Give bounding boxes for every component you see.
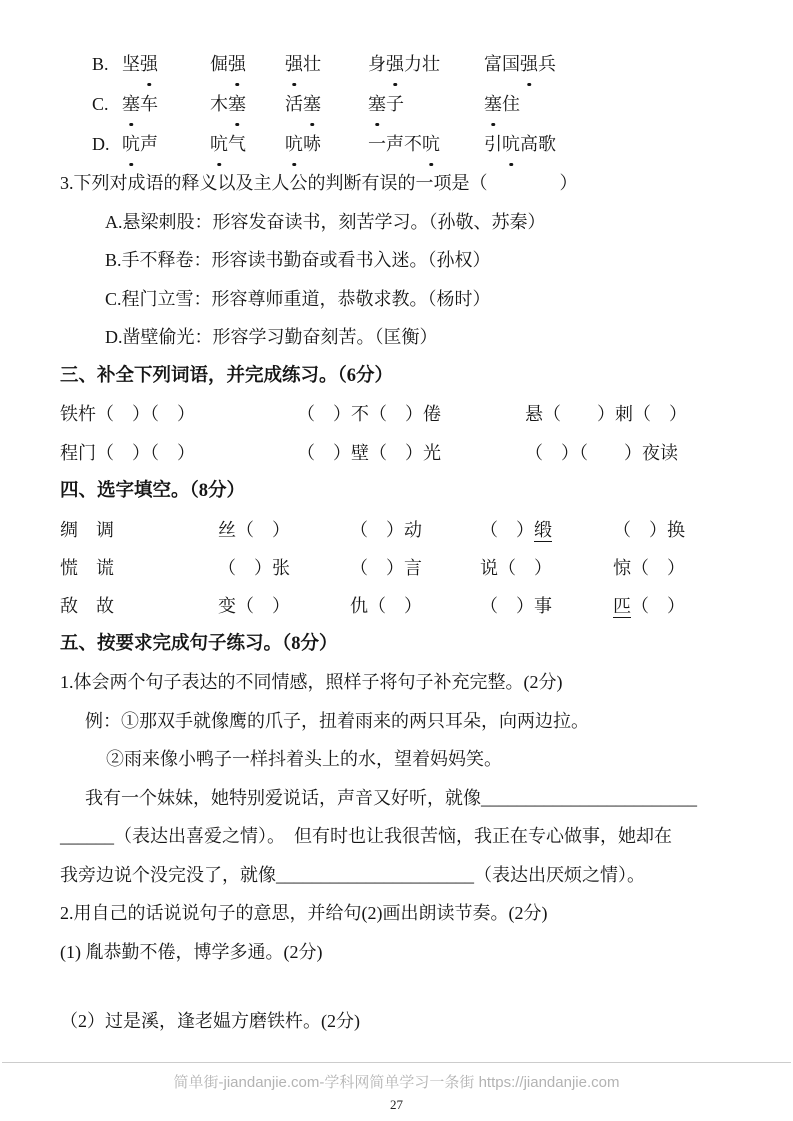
pinyin-word-row bbox=[92, 124, 737, 164]
pinyin-word-row bbox=[92, 84, 737, 124]
dotted-word: 一声不吭 bbox=[368, 124, 484, 164]
question3-option: C.程门立雪：形容尊师重道，恭敬求教。（杨时） bbox=[105, 288, 491, 309]
dotted-word: 倔强 bbox=[210, 44, 285, 84]
section4-title: 四、选字填空。（8分） bbox=[60, 481, 246, 501]
fill-item: 丝（ ） bbox=[218, 519, 290, 540]
section5-question2: 2.用自己的话说说句子的意思，并给句(2)画出朗读节奏。(2分) bbox=[60, 903, 548, 923]
choose-fill-row bbox=[60, 549, 737, 587]
dotted-word: 坚强 bbox=[122, 44, 210, 84]
page-footer bbox=[0, 1062, 793, 1113]
section3-title: 三、补全下列词语，并完成练习。（6分） bbox=[60, 365, 394, 386]
fill-item: 匹（ ） bbox=[613, 595, 685, 616]
question3-option: A.悬梁刺股：形容发奋读书，刻苦学习。（孙敬、苏秦） bbox=[105, 211, 546, 232]
footer-divider bbox=[2, 1062, 791, 1063]
dotted-word: 塞住 bbox=[484, 84, 737, 124]
dotted-word: 引吭高歌 bbox=[484, 124, 737, 164]
footer-site-text: 简单街-jiandanjie.com-学科网简单学习一条街 https://jiandanjie.com bbox=[173, 1074, 620, 1091]
dotted-word: 木塞 bbox=[210, 84, 285, 124]
fill-word-item: 悬（ ）刺（ ） bbox=[525, 404, 687, 424]
dotted-word: 吭气 bbox=[210, 124, 285, 164]
section5-fill-line3: 我旁边说个没完没了，就像______________________（表达出厌烦之情）。 bbox=[60, 864, 645, 885]
section3-line2 bbox=[60, 434, 737, 473]
section5-item2: （2）过是溪，逢老媪方磨铁杵。(2分) bbox=[60, 1011, 360, 1031]
dotted-word: 富国强兵 bbox=[484, 44, 737, 84]
question3-option: D.凿壁偷光：形容学习勤奋刻苦。（匡衡） bbox=[105, 327, 438, 347]
question3-option: B.手不释卷：形容读书勤奋或看书入迷。（孙权） bbox=[105, 250, 491, 270]
question3-options bbox=[105, 203, 737, 357]
dotted-word: 强壮 bbox=[285, 44, 368, 84]
candidate-characters: 慌 谎 bbox=[60, 557, 114, 578]
fill-word-item: （ ）不（ ）倦 bbox=[297, 404, 441, 424]
section5-question1: 1.体会两个句子表达的不同情感，照样子将句子补充完整。(2分) bbox=[60, 672, 563, 692]
dotted-word: 塞车 bbox=[122, 84, 210, 124]
fill-word-item: （ ）（ ）夜读 bbox=[525, 442, 678, 463]
section5-example1: 例：①那双手就像鹰的爪子，扭着雨来的两只耳朵，向两边拉。 bbox=[85, 710, 589, 731]
dotted-word: 吭声 bbox=[122, 124, 210, 164]
fill-item: （ ）动 bbox=[350, 519, 422, 540]
page-number: 27 bbox=[390, 1097, 403, 1112]
option-letter: B. bbox=[92, 54, 109, 74]
fill-item: （ ）张 bbox=[218, 557, 290, 578]
pinyin-word-row bbox=[92, 44, 737, 84]
choose-fill-row bbox=[60, 587, 737, 625]
section5-item1: (1) 胤恭勤不倦，博学多通。(2分) bbox=[60, 941, 323, 962]
section3-line1 bbox=[60, 395, 737, 434]
fill-word-item: 程门（ ）（ ） bbox=[60, 442, 195, 463]
fill-item: （ ）事 bbox=[480, 595, 552, 616]
fill-item: （ ）言 bbox=[350, 557, 422, 578]
fill-item: （ ）换 bbox=[613, 519, 685, 540]
question2-word-rows bbox=[60, 44, 737, 164]
section5-title: 五、按要求完成句子练习。（8分） bbox=[60, 633, 338, 654]
candidate-characters: 绸 调 bbox=[60, 519, 114, 540]
fill-item: 仇（ ） bbox=[350, 595, 422, 616]
dotted-word: 活塞 bbox=[285, 84, 368, 124]
question3-stem: 3.下列对成语的释义以及主人公的判断有误的一项是（ ） bbox=[60, 173, 578, 193]
dotted-word: 身强力壮 bbox=[368, 44, 484, 84]
fill-item: 变（ ） bbox=[218, 595, 290, 616]
fill-item: （ ）缎 bbox=[480, 519, 552, 540]
dotted-word: 吭哧 bbox=[285, 124, 368, 164]
fill-item: 说（ ） bbox=[480, 557, 552, 578]
section5-example2: ②雨来像小鸭子一样抖着头上的水，望着妈妈笑。 bbox=[106, 749, 502, 769]
section4-rows bbox=[60, 511, 737, 625]
section5-fill-line2: ______（表达出喜爱之情）。 但有时也让我很苦恼，我正在专心做事，她却在 bbox=[60, 826, 672, 846]
section5-fill-line1: 我有一个妹妹，她特别爱说话，声音又好听，就像________________________ bbox=[85, 787, 697, 808]
candidate-characters: 敌 故 bbox=[60, 595, 114, 616]
fill-item: 惊（ ） bbox=[613, 557, 685, 578]
dotted-word: 塞子 bbox=[368, 84, 484, 124]
fill-word-item: 铁杵（ ）（ ） bbox=[60, 404, 195, 424]
choose-fill-row bbox=[60, 511, 737, 549]
fill-word-item: （ ）壁（ ）光 bbox=[297, 442, 441, 463]
option-letter: C. bbox=[92, 94, 109, 114]
option-letter: D. bbox=[92, 134, 110, 154]
